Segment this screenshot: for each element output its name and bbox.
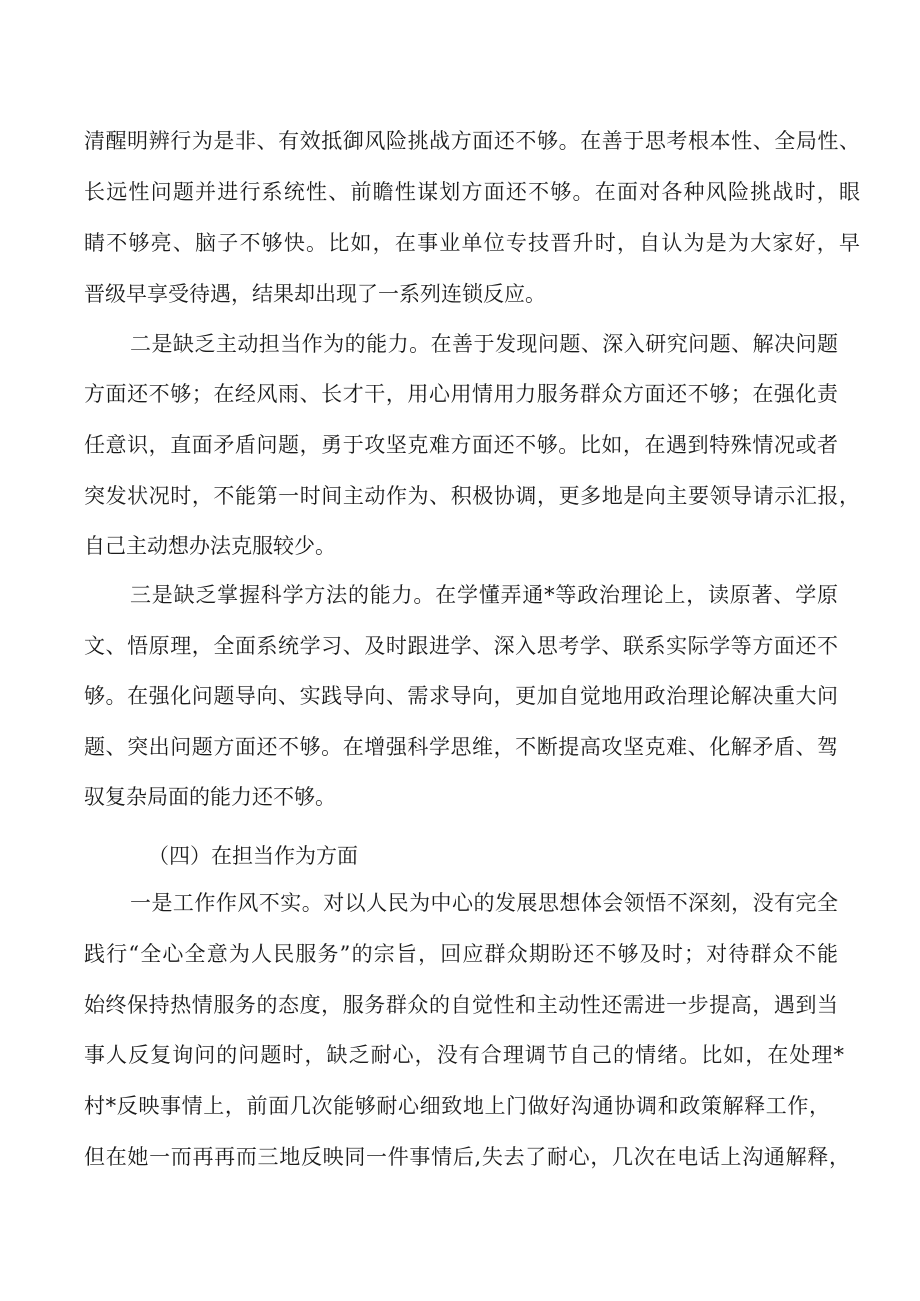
body-text-line: 文、悟原理，全面系统学习、及时跟进学、深入思考学、联系实际学等方面还不 (84, 634, 838, 658)
body-text-line: 晋级早享受待遇，结果却出现了一系列连锁反应。 (84, 282, 546, 306)
section-heading: （四）在担当作为方面 (148, 844, 358, 868)
body-text-line: 但在她一而再再而三地反映同一件事情后,失去了耐心，几次在电话上沟通解释， (84, 1145, 850, 1169)
body-text-line: 题、突出问题方面还不够。在增强科学思维，不断提高攻坚克难、化解矛盾、驾 (84, 735, 838, 759)
body-text-line: 村*反映事情上，前面几次能够耐心细致地上门做好沟通协调和政策解释工作， (84, 1094, 830, 1118)
body-text-line: 事人反复询问的问题时，缺乏耐心，没有合理调节自己的情绪。比如，在处理* (84, 1043, 844, 1067)
body-text-line: 长远性问题并进行系统性、前瞻性谋划方面还不够。在面对各种风险挑战时，眼 (84, 180, 860, 204)
body-text-line: 二是缺乏主动担当作为的能力。在善于发现问题、深入研究问题、解决问题 (130, 332, 838, 356)
body-text-line: 清醒明辨行为是非、有效抵御风险挑战方面还不够。在善于思考根本性、全局性、 (84, 129, 860, 153)
body-text-line: 一是工作作风不实。对以人民为中心的发展思想体会领悟不深刻，没有完全 (130, 891, 838, 915)
body-text-line: 驭复杂局面的能力还不够。 (84, 785, 336, 809)
body-text-line: 自己主动想办法克服较少。 (84, 534, 336, 558)
body-text-line: 突发状况时，不能第一时间主动作为、积极协调，更多地是向主要领导请示汇报， (84, 484, 860, 508)
body-text-line: 够。在强化问题导向、实践导向、需求导向，更加自觉地用政治理论解决重大问 (84, 684, 838, 708)
body-text-line: 方面还不够；在经风雨、长才干，用心用情用力服务群众方面还不够；在强化责 (84, 382, 838, 406)
body-text-line: 三是缺乏掌握科学方法的能力。在学懂弄通*等政治理论上，读原著、学原 (130, 583, 838, 607)
body-text-line: 任意识，直面矛盾问题，勇于攻坚克难方面还不够。比如，在遇到特殊情况或者 (84, 433, 838, 457)
body-text-line: 睛不够亮、脑子不够快。比如，在事业单位专技晋升时，自认为是为大家好，早 (84, 231, 860, 255)
body-text-line: 始终保持热情服务的态度，服务群众的自觉性和主动性还需进一步提高，遇到当 (84, 993, 838, 1017)
body-text-line: 践行“全心全意为人民服务”的宗旨，回应群众期盼还不够及时；对待群众不能 (84, 942, 838, 966)
